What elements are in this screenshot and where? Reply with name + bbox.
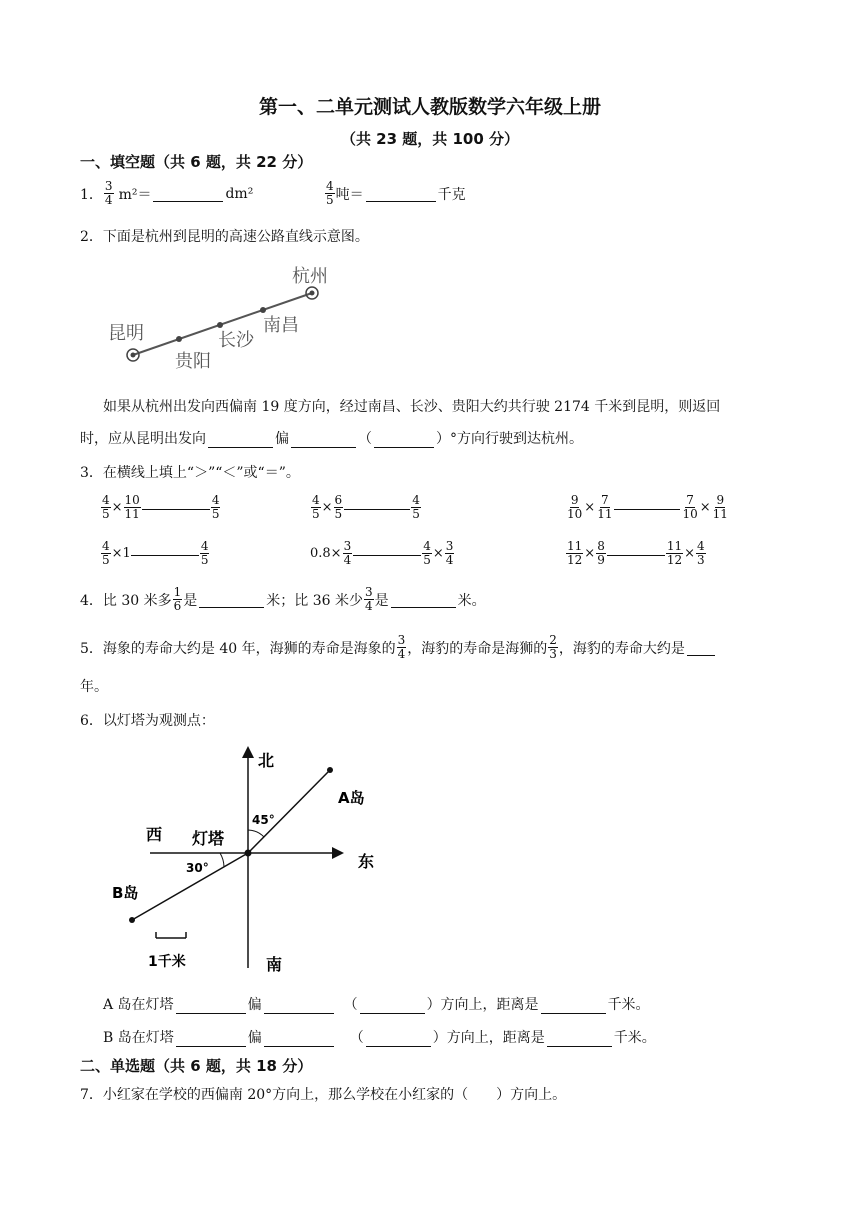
text: 比 30 米多 (102, 592, 172, 609)
label-island-b: B岛 (112, 884, 139, 902)
text: 米；比 36 米少 (266, 592, 363, 609)
fraction: $\frac{1}{6}$ (173, 585, 182, 613)
label-island-a: A岛 (338, 789, 365, 807)
unit-text: 吨＝ (335, 186, 364, 203)
question-number: 3． (80, 465, 103, 481)
question-3 (80, 462, 300, 482)
answer-blank[interactable] (153, 185, 223, 202)
answer-blank[interactable] (264, 1030, 334, 1047)
section-heading-single-choice: 二、单选题（共 6 题，共 18 分） (80, 1057, 313, 1075)
label-west: 西 (146, 825, 163, 844)
text: 偏 (247, 997, 262, 1013)
answer-blank[interactable] (360, 997, 425, 1014)
text: 海象的寿命大约是 40 年，海狮的寿命是海象的 (102, 640, 396, 657)
text: （ (343, 997, 358, 1013)
answer-blank[interactable] (176, 1030, 246, 1047)
page-subtitle: （共 23 题，共 100 分） (340, 130, 520, 148)
comparison-item: $\frac{4}{5}$ × $\frac{6}{5}$ $\frac{4}{5}$ (312, 493, 420, 521)
fraction: $\frac{3}{4}$ (397, 633, 406, 661)
answer-blank[interactable] (366, 185, 436, 202)
answer-blank[interactable] (687, 639, 715, 656)
answer-blank[interactable] (176, 997, 246, 1014)
text: A 岛在灯塔 (103, 997, 174, 1013)
text: 是 (183, 592, 198, 609)
fraction: $\frac{3}{4}$ (365, 585, 373, 613)
question-6-line-a (103, 994, 650, 1014)
text: 偏 (247, 1030, 262, 1046)
question-5 (80, 634, 717, 661)
label-north: 北 (258, 751, 275, 770)
question-number: 4． (80, 592, 103, 609)
question-1 (80, 180, 253, 207)
label-lighthouse: 灯塔 (192, 829, 225, 848)
question-number: 1． (80, 186, 103, 203)
answer-blank[interactable] (391, 591, 456, 608)
text: 米。 (457, 592, 486, 609)
section-heading-fill-blank: 一、填空题（共 6 题，共 22 分） (80, 153, 313, 171)
comparison-item: 0.8× $\frac{3}{4}$ $\frac{4}{5}$ × $\frac{3}{4}$ (310, 539, 454, 567)
answer-blank[interactable] (547, 1030, 612, 1047)
text: 时，应从昆明出发向 (80, 431, 206, 447)
question-2-paragraph: 如果从杭州出发向西偏南 19 度方向，经过南昌、长沙、贵阳大约共行驶 2174 千米到昆明，则返回 (103, 399, 721, 415)
question-5-tail: 年。 (80, 679, 108, 695)
answer-blank[interactable] (541, 997, 606, 1014)
text: 千米。 (613, 1030, 656, 1046)
text: ）方向上，距离是 (426, 997, 539, 1013)
comparison-item: $\frac{4}{5}$ ×1 $\frac{4}{5}$ (102, 539, 209, 567)
question-number: 5． (80, 640, 103, 657)
unit-text: 千克 (437, 186, 466, 203)
question-number: 6． (80, 713, 103, 729)
text: ，海豹的寿命是海狮的 (407, 640, 548, 657)
unit-text: dm² (225, 185, 254, 202)
fraction: $\frac{3}{4}$ (104, 179, 113, 207)
fraction: $\frac{2}{3}$ (549, 633, 557, 661)
answer-blank[interactable] (199, 591, 264, 608)
answer-blank[interactable] (374, 431, 434, 448)
text: 是 (374, 592, 389, 609)
question-6 (80, 710, 215, 730)
label-south: 南 (266, 955, 283, 974)
label-angle-30: 30° (186, 861, 209, 875)
question-text: 小红家在学校的西偏南 20°方向上，那么学校在小红家的（ ）方向上。 (102, 1087, 567, 1103)
answer-blank[interactable] (291, 431, 356, 448)
fraction: $\frac{4}{5}$ (326, 179, 334, 207)
question-number: 2． (80, 229, 103, 245)
comparison-item: $\frac{9}{10}$ × $\frac{7}{11}$ $\frac{7}{10}$ × $\frac{9}{11}$ (567, 493, 728, 521)
text: 偏 (275, 431, 289, 447)
map-label-guiyang: 贵阳 (175, 351, 211, 372)
question-6-line-b (103, 1027, 656, 1047)
text: 千米。 (607, 997, 650, 1013)
compare-blank[interactable] (142, 509, 210, 510)
compare-blank[interactable] (344, 509, 410, 510)
map-label-nanchang: 南昌 (263, 315, 299, 336)
text: B 岛在灯塔 (103, 1030, 174, 1046)
text: ，海豹的寿命大约是 (558, 640, 685, 657)
label-east: 东 (358, 852, 375, 871)
question-text: 下面是杭州到昆明的高速公路直线示意图。 (102, 229, 369, 245)
text: （ (349, 1030, 364, 1046)
answer-blank[interactable] (366, 1030, 431, 1047)
map-label-changsha: 长沙 (218, 330, 254, 351)
label-angle-45: 45° (252, 813, 275, 827)
map-label-kunming: 昆明 (108, 323, 144, 344)
answer-blank[interactable] (264, 997, 334, 1014)
text: ）方向上，距离是 (432, 1030, 545, 1046)
question-7 (80, 1084, 566, 1104)
label-scale: 1千米 (148, 954, 186, 970)
text: ）°方向行驶到达杭州。 (436, 431, 583, 447)
compare-blank[interactable] (353, 555, 421, 556)
compare-blank[interactable] (614, 509, 680, 510)
question-2-answer-line (80, 428, 583, 448)
compare-blank[interactable] (607, 555, 665, 556)
question-text: 以灯塔为观测点： (102, 713, 215, 729)
lighthouse-direction-diagram (110, 740, 400, 980)
question-text: 在横线上填上“＞”“＜”或“＝”。 (102, 465, 300, 481)
question-number: 7． (80, 1087, 103, 1103)
compare-blank[interactable] (131, 555, 199, 556)
comparison-item: $\frac{11}{12}$ × $\frac{8}{9}$ $\frac{11}{12}$ × $\frac{4}{3}$ (567, 539, 705, 567)
question-2 (80, 226, 369, 246)
unit-text: m²＝ (118, 186, 152, 203)
page-title: 第一、二单元测试人教版数学六年级上册 (258, 96, 601, 118)
answer-blank[interactable] (208, 431, 273, 448)
highway-map-diagram (100, 255, 350, 380)
map-label-hangzhou: 杭州 (292, 266, 328, 287)
comparison-item: $\frac{4}{5}$ × $\frac{10}{11}$ $\frac{4}{5}$ (102, 493, 220, 521)
question-1-part-b (324, 180, 466, 207)
question-4 (80, 586, 486, 613)
text: （ (358, 431, 372, 447)
